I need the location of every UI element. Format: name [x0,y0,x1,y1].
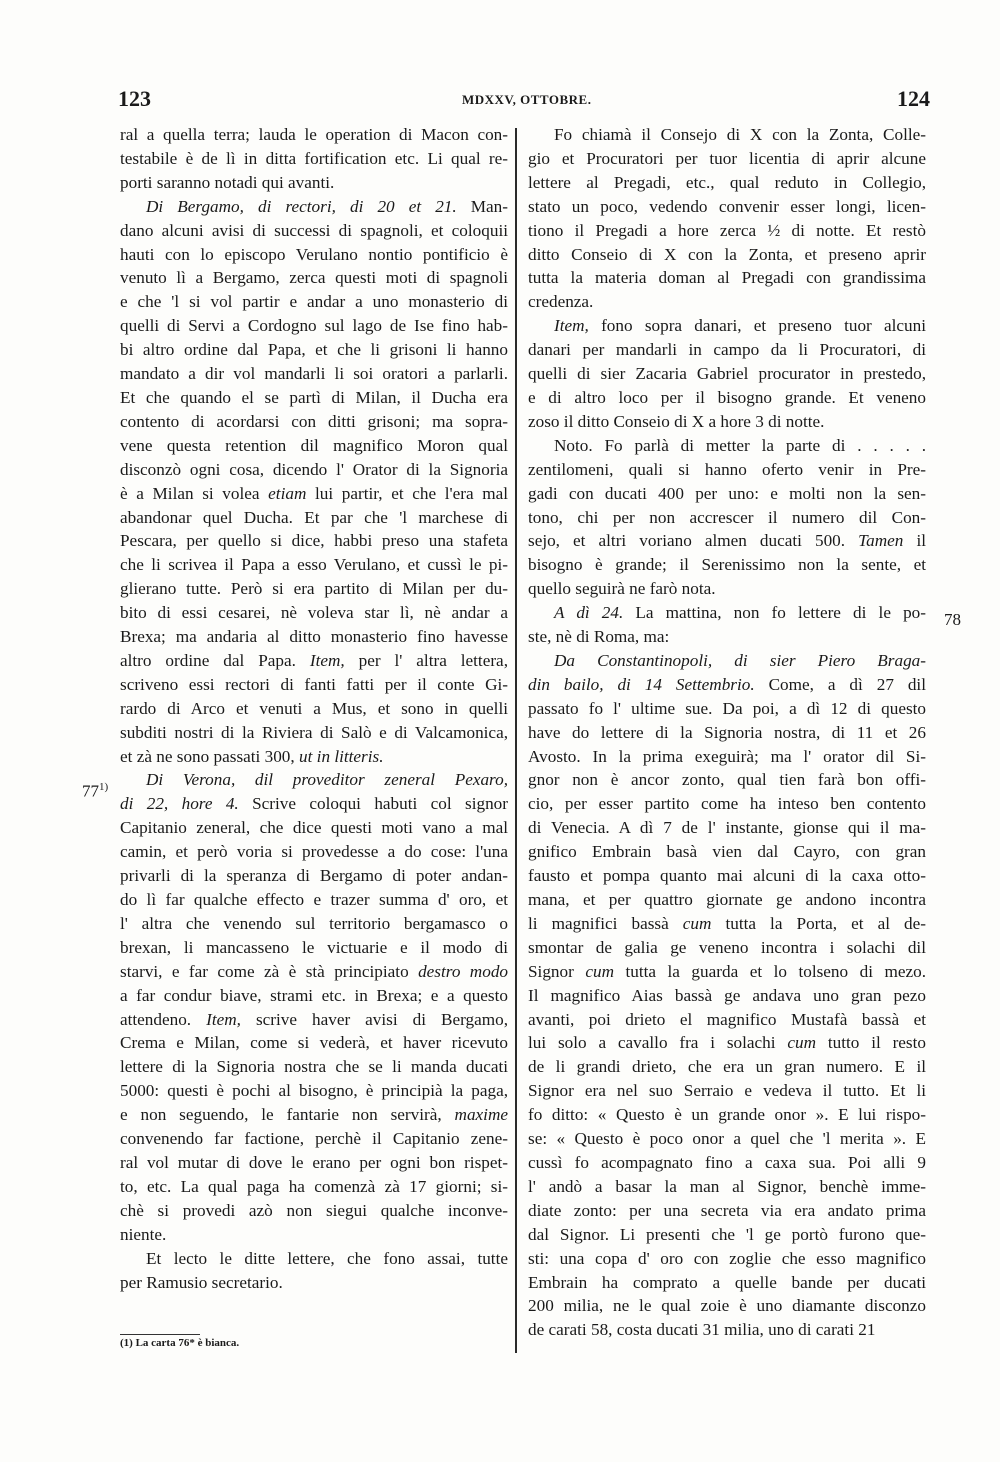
text-line: lettere di la Signoria nostra che se li manda ducati [120,1057,508,1077]
text-line: che li scrivea il Papa a esso Verulano, et cussì le pi- [120,555,508,575]
text-line: zentilomeni, quali si hanno oferto venir in Pre- [528,459,926,479]
text-line: chè si provedi azò non siegui qualche inconve- [120,1200,508,1220]
text-line: ral vol mutar di dove le erano per ogni bon rispet- [120,1152,508,1172]
text-line: quello seguirà ne farò nota. [528,579,716,599]
text-line: abandonar quel Ducha. Et par che 'l marchese di [120,507,508,527]
text-line: niente. [120,1224,167,1244]
text-line: et zà ne sono passati 300, ut in litteris. [120,746,384,766]
running-head [118,86,930,116]
text-line: privarli di la speranza di Bergamo di poter andan- [120,866,508,886]
text-line: Embrain ha comprato a quelle bande per ducati [528,1272,926,1292]
text-line: Di Bergamo, di rectori, di 20 et 21. Man- [146,196,508,216]
text-line: e che 'l si vol partir e andar a uno monasterio di [120,292,508,312]
margin-note-left-sup: 1) [99,781,109,793]
text-line: gio et Procuratori per tuor licentia di aprir alcune [528,148,926,168]
text-line: bito di essi cesarei, nè voleva star lì, nè andar a [120,603,508,623]
page-number-left: 123 [118,86,151,111]
text-line: starvi, e far come zà è stà principiato destro modo [120,961,508,981]
text-line: gnor non è ancor zonto, qual tien farà bon offi- [528,770,926,790]
text-line: A dì 24. La mattina, non fo lettere di le po- [554,603,926,623]
text-line: Da Constantinopoli, di sier Piero Braga- [554,650,926,670]
text-line: Pescara, per quello si dice, habbi preso una stafeta [120,531,508,551]
right-column [528,123,926,1342]
text-line: tono, chi per non accrescer il numero dil Con- [528,507,926,527]
text-line: dano alcuni avisi di successi di spagnoli, et coloquii [120,220,508,240]
text-line: subditi nostri di la Riviera di Salò e di Valcamonica, [120,722,508,742]
text-line: glierano tutte. Però si era partito di Milan per du- [120,579,508,599]
text-line: camin, et però voria si provedesse a do cose: l'una [120,842,508,862]
text-line: mana, et per quattro giornate ge andono incontra [528,890,926,909]
margin-note-right: 78 [944,610,961,629]
text-line: Signor cum tutta la guarda et lo tolseno di mezo. [528,961,926,981]
left-column [120,123,508,1294]
text-line: credenza. [528,292,594,312]
text-line: e di altro loco per il bisogno grande. Et veneno [528,387,926,407]
column-divider [515,128,517,1353]
text-line: de li grandi drieto, che era un gran numero. E il [528,1057,926,1077]
text-line: din bailo, di 14 Settembrio. Come, a dì 27 dil [528,674,926,694]
text-line: fausto et pompa quanto mai alcuni di la caxa otto- [528,866,926,886]
page-number-right: 124 [897,86,930,111]
text-line: dal Signor. Li presenti che 'l ge portò furono que- [528,1224,926,1244]
text-line: l' andò a basar la man al Signor, benchè imme- [528,1176,926,1196]
text-line: altro ordine dal Papa. Item, per l' altra lettera, [120,650,508,670]
text-line: attendeno. Item, scrive haver avisi di Bergamo, [120,1009,508,1029]
text-line: smontar de galia ge veneno incontra i solachi dil [528,937,926,957]
text-line: sti: una copa d' oro con zoglie che esso magnifico [528,1248,926,1268]
text-line: e non seguendo, le fantarie non servirà, maxime [120,1105,508,1125]
text-line: bisogno è grande; il Serenissimo non la sente, et [528,555,926,575]
text-line: do lì far qualche effecto e trazer summa d' oro, et [120,890,508,909]
text-line: Brexa; ma andaria al ditto monasterio fino havesse [120,627,508,647]
text-line: quelli di sier Zacaria Gabriel procurator in prestedo, [528,364,926,384]
running-title: MDXXV, OTTOBRE. [462,92,592,107]
text-line: gadi con ducati 400 per uno: e molti non la sen- [528,483,926,503]
text-line: per Ramusio secretario. [120,1272,283,1292]
text-line: stato un poco, vedendo convenir esser longi, licen- [528,196,926,216]
text-line: Fo chiamà il Consejo di X con la Zonta, Colle- [554,125,926,144]
text-line: ral a quella terra; lauda le operation di Macon con- [120,125,508,144]
text-line: tiono il Pregadi a hore zerca ½ di notte. Et restò [528,220,926,240]
text-line: 5000: questi è pochi al bisogno, è principià la paga, [120,1081,508,1101]
text-line: Signor era nel suo Serraio e vedeva il tutto. Et li [528,1081,926,1101]
text-line: l' altra che venendo sul territorio bergamasco o [120,913,508,933]
text-line: diate zonto: per una secreta via era andato prima [528,1200,926,1220]
text-line: testabile è de lì in ditta fortification etc. Li qual re- [120,148,508,168]
text-line: Et che quando el se partì di Milan, il Ducha era [120,387,508,407]
text-line: Il magnifico Aias bassà ge andava uno gran pezo [528,985,926,1005]
text-line: di Venecia. A dì 7 de l' instante, gionse qui il ma- [528,818,926,838]
text-line: avanti, poi drieto el magnifico Mustafà bassà et [528,1009,926,1029]
text-line: gnifico Embrain basà vien dal Cayro, con gran [528,842,926,862]
text-line: to, etc. La qual paga ha comenzà zà 17 giorni; si- [120,1176,508,1196]
text-line: porti saranno notadi qui avanti. [120,172,335,192]
text-line: passato fo l' ultime sue. Da poi, a dì 12 di questo [528,698,926,718]
text-line: danari per mandarli in campo da li Procuratori, di [528,340,926,360]
text-line: ditto Conseio di X con la Zonta, et preseno aprir [528,244,926,264]
text-line: Capitanio zeneral, che dice questi moti vano a mal [120,818,508,838]
text-line: vene questa retention dil magnifico Moron qual [120,435,508,455]
text-line: bi altro ordine dal Papa, et che li grisoni li hanno [120,340,508,360]
text-line: convenendo far factione, perchè il Capitanio zene- [120,1129,508,1149]
text-line: se: « Questo è poco onor a quel che 'l merita ». E [528,1129,926,1149]
text-line: 200 milia, ne le qual zoie è uno diamante disconzo [528,1296,926,1316]
text-line: fo ditto: « Questo è un grande onor ». E lui rispo- [528,1105,926,1125]
text-line: hauti con lo episcopo Verulano nontio pontificio è [120,244,508,264]
text-line: disconzò ogni cosa, dicendo l' Orator di la Signoria [120,459,508,479]
text-line: cussì fo acompagnato fino a caxa sua. Poi alli 9 [528,1152,926,1172]
text-line: brexan, li mancasseno le victuarie e il modo di [120,937,508,957]
text-line: Crema e Milan, come si vederà, et haver ricevuto [120,1033,508,1053]
text-line: di 22, hore 4. Scrive coloqui habuti col signor [120,794,508,814]
text-line: Avosto. In la prima exeguirà; ma l' orator dil Si- [528,746,926,766]
text-line: venuto lì a Bergamo, zerca questi moti di spagnoli [120,268,508,288]
text-line: Item, fono sopra danari, et preseno tuor alcuni [554,316,926,336]
text-line: lui solo a cavallo fra i solachi cum tutto il resto [528,1033,926,1053]
footnote: (1) La carta 76* è bianca. [120,1337,240,1349]
text-line: sejo, et altri voriano almen ducati 500. Tamen il [528,531,926,551]
text-line: zoso il ditto Conseio di X a hore 3 di notte. [528,411,825,431]
text-line: Di Verona, dil proveditor zeneral Pexaro, [146,770,508,790]
margin-note-left [82,781,108,802]
text-line: scriveno essi rectori di fanti fatti per il conte Gi- [120,674,508,694]
text-line: Noto. Fo parlà di metter la parte di . . . . . [554,435,926,455]
text-line: lettere al Pregadi, etc., qual reduto in Collegio, [528,172,926,192]
text-line: quelli di Servi a Cordogno sul lago de Ise fino hab- [120,316,508,336]
text-line: ste, nè di Roma, ma: [528,627,670,647]
text-line: è a Milan si volea etiam lui partir, et che l'era mal [120,483,508,503]
margin-note-left-number: 77 [82,781,99,801]
text-line: rardo di Arco et venuti a Mus, et sono in quelli [120,698,508,718]
text-line: li magnifici bassà cum tutta la Porta, et al de- [528,913,926,933]
text-line: mandato a dir vol mandarli li soi oratori a parlarli. [120,364,508,384]
text-line: Et lecto le ditte lettere, che fono assai, tutte [146,1248,508,1268]
footnote-rule [120,1334,200,1335]
text-line: de carati 58, costa ducati 31 milia, uno di carati 21 [528,1320,876,1340]
text-line: tutta la materia doman al Pregadi con grandissima [528,268,926,288]
text-line: have do lettere di la Signoria nostra, di 11 et 26 [528,722,926,742]
text-line: cio, per esser partito come ha inteso ben contento [528,794,926,814]
text-line: a far condur biave, strami etc. in Brexa; e a questo [120,985,508,1005]
text-line: contento di acordarsi con ditti grisoni; ma sopra- [120,411,508,431]
